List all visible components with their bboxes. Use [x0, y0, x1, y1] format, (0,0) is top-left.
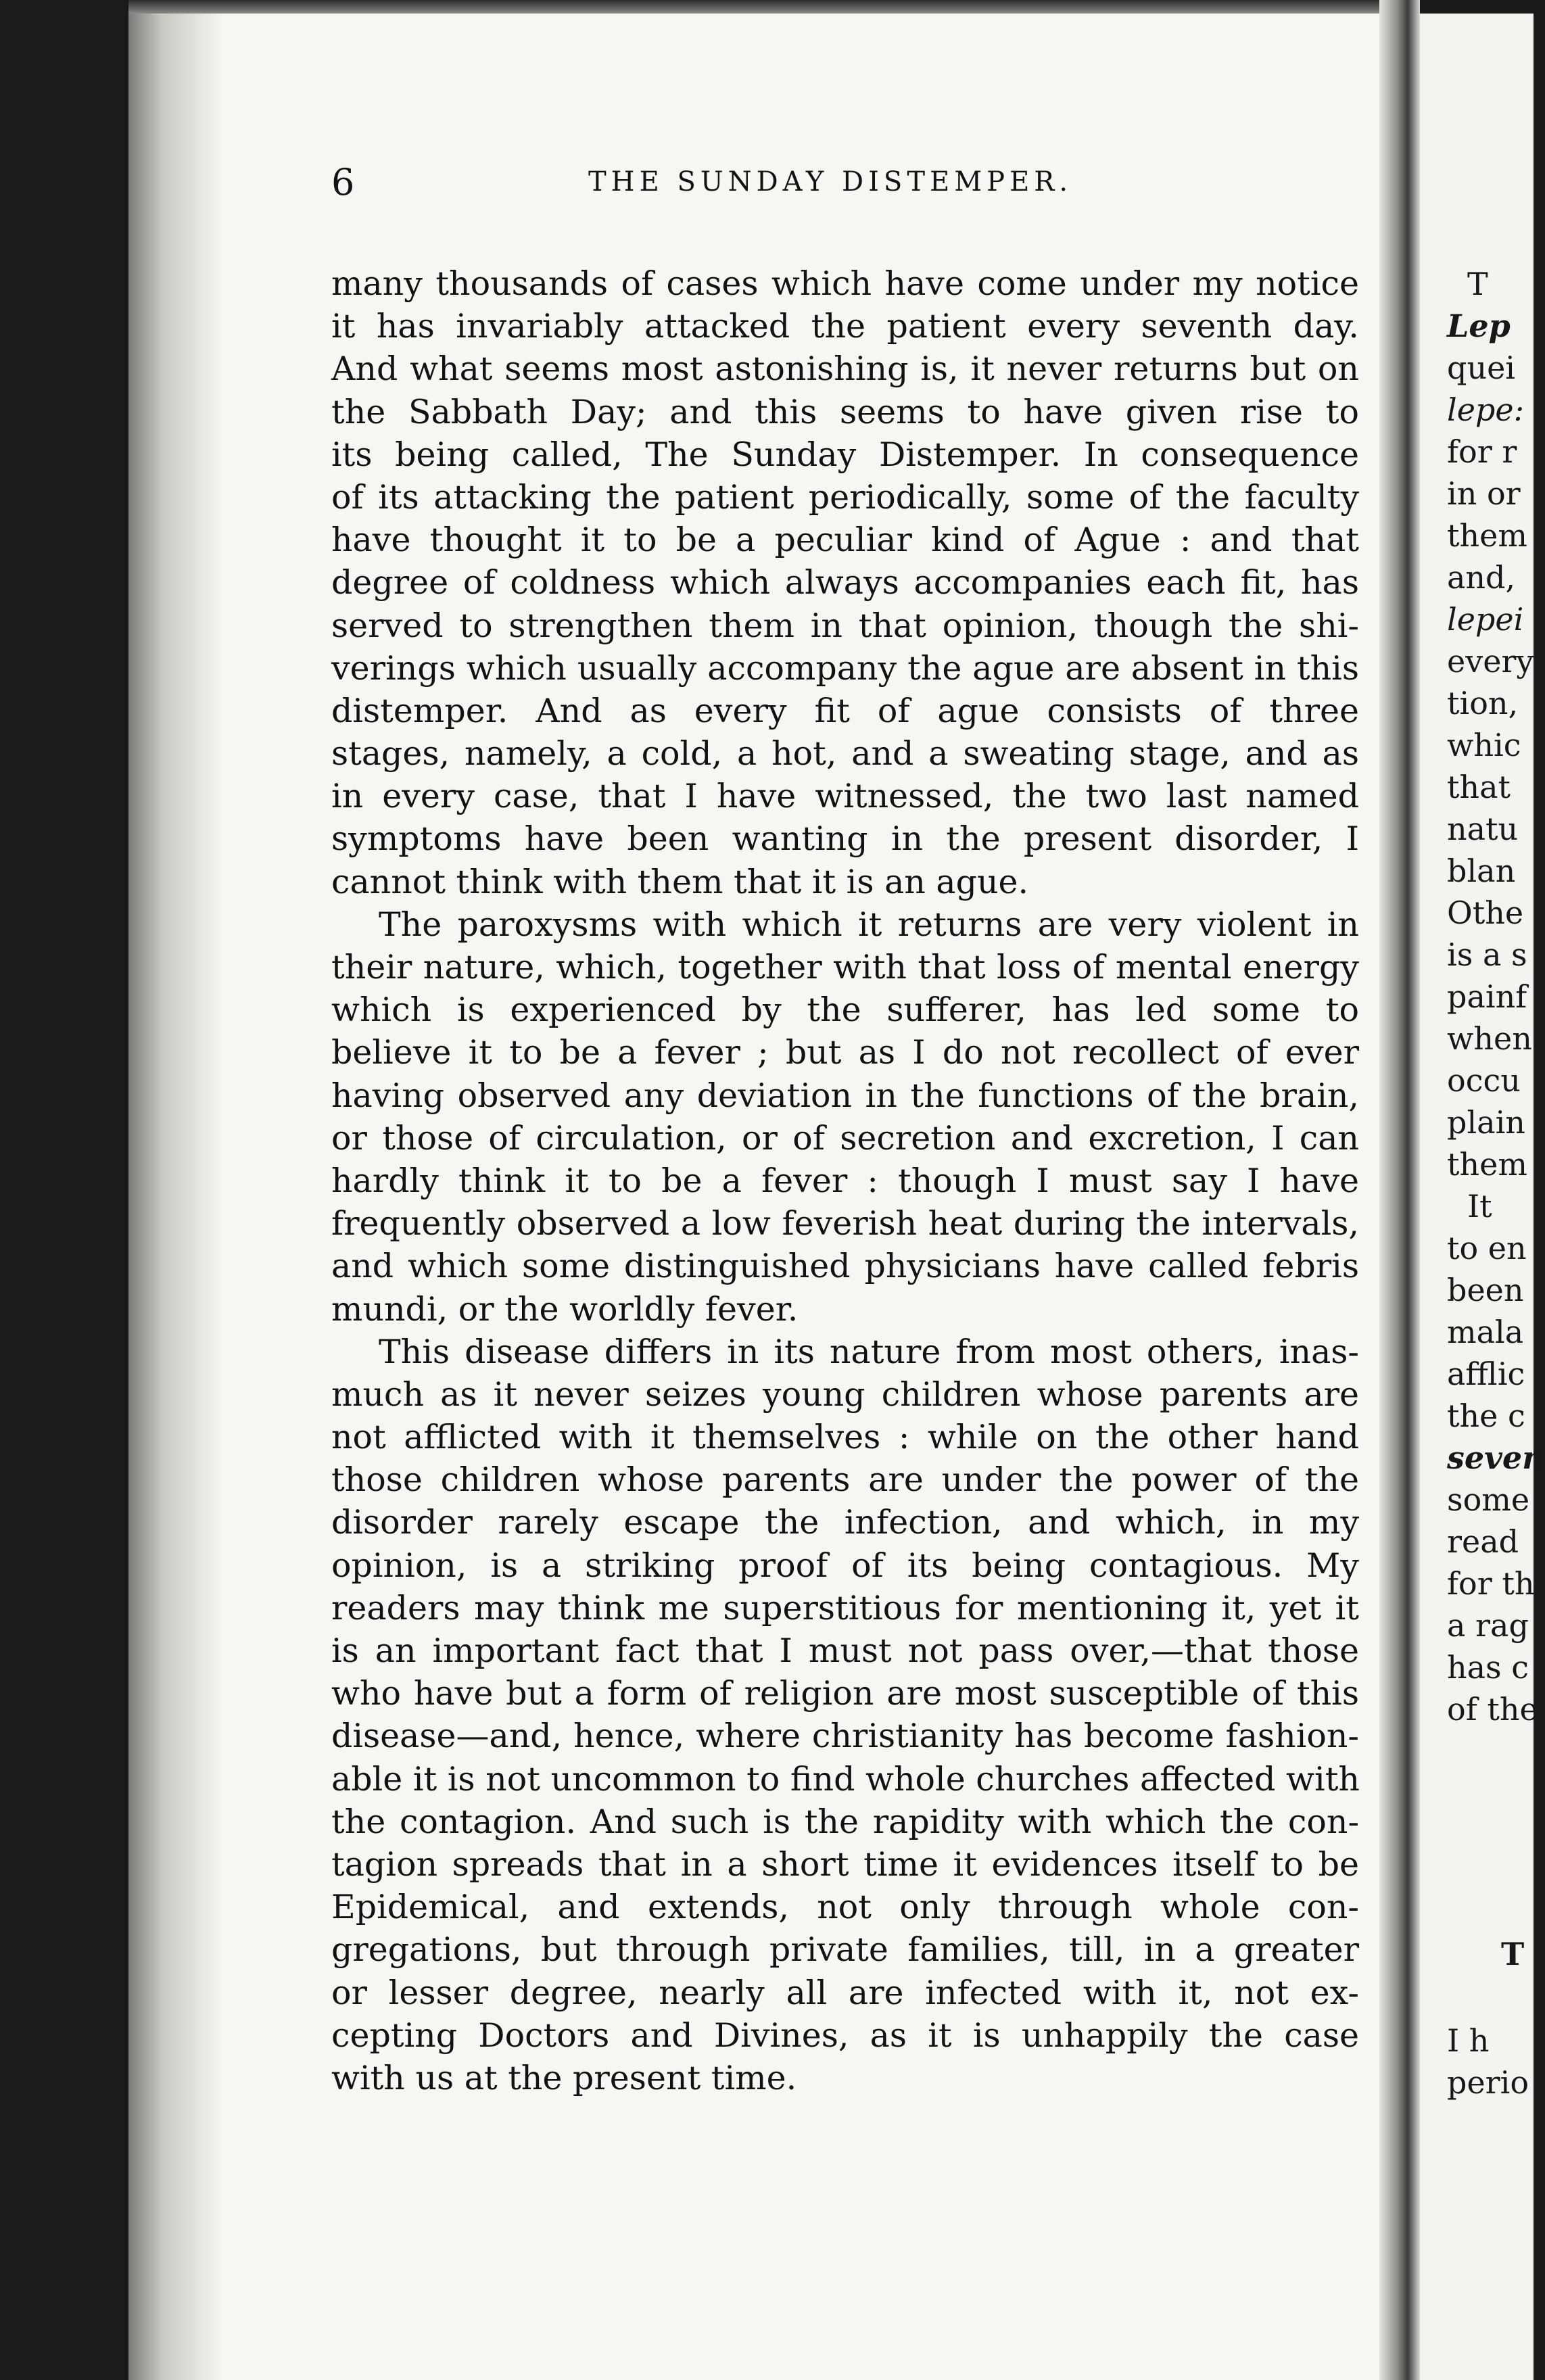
facing-line: and,: [1447, 559, 1516, 596]
text-line: And what seems most astonishing is, it never returns but on: [331, 350, 1359, 389]
text-line: able it is not uncommon to find whole churches affected with: [331, 1759, 1360, 1799]
text-line: is an important fact that I must not pass over,—that those: [331, 1632, 1359, 1670]
text-line: cepting Doctors and Divines, as it is unhappily the case: [331, 2016, 1359, 2055]
running-head: THE SUNDAY DISTEMPER.: [588, 166, 1073, 197]
facing-line: whic: [1447, 727, 1521, 763]
text-line: symptoms have been wanting in the present disorder, I: [331, 819, 1359, 859]
text-line: much as it never seizes young children whose parents are: [331, 1375, 1359, 1414]
text-line: disorder rarely escape the infection, and which, in my: [331, 1503, 1359, 1542]
page-number: 6: [331, 161, 355, 204]
text-line: gregations, but through private families, till, in a greater: [331, 1930, 1359, 1970]
facing-line: Othe: [1447, 895, 1524, 931]
facing-line: is a s: [1447, 936, 1527, 973]
text-line: many thousands of cases which have come under my notice: [331, 264, 1359, 303]
facing-line: I h: [1447, 2022, 1490, 2059]
text-line: cannot think with them that it is an ague.: [331, 862, 1029, 901]
text-line: tagion spreads that in a short time it evidences itself to be: [331, 1844, 1359, 1884]
text-line: it has invariably attacked the patient every seventh day.: [331, 307, 1359, 346]
text-line: or lesser degree, nearly all are infected with it, not ex-: [331, 1973, 1359, 2012]
text-line: readers may think me superstitious for mentioning it, yet it: [331, 1588, 1359, 1627]
facing-line: afflic: [1447, 1356, 1525, 1392]
facing-line: lepei: [1447, 601, 1524, 638]
facing-line: in or: [1447, 475, 1521, 512]
text-line: degree of coldness which always accompanies each fit, has: [331, 563, 1359, 602]
text-line: their nature, which, together with that loss of mental energy: [331, 948, 1359, 986]
facing-line: to en: [1447, 1230, 1527, 1266]
text-line: stages, namely, a cold, a hot, and a sweating stage, and as: [331, 734, 1359, 774]
text-line: have thought it to be a peculiar kind of Ague : and that: [331, 521, 1359, 560]
facing-line: seven: [1447, 1439, 1545, 1476]
text-line: opinion, is a striking proof of its being contagious. My: [331, 1546, 1359, 1585]
facing-line: natu: [1447, 811, 1519, 847]
facing-line: It: [1467, 1188, 1492, 1224]
facing-line: that: [1447, 769, 1511, 805]
facing-line: lepe:: [1447, 391, 1525, 428]
paragraph-3: [331, 1331, 1359, 2099]
facing-line: blan: [1447, 853, 1516, 889]
facing-page-fragment: [1420, 14, 1545, 2380]
text-line: the Sabbath Day; and this seems to have given rise to: [331, 392, 1359, 431]
scanner-edge-left: [0, 0, 122, 2380]
facing-line: been: [1447, 1272, 1524, 1308]
text-line: having observed any deviation in the functions of the brain,: [331, 1076, 1359, 1115]
text-line: its being called, The Sunday Distemper. In consequence: [331, 435, 1359, 474]
facing-line: when: [1447, 1020, 1532, 1057]
facing-line: them: [1447, 1146, 1527, 1183]
text-line: Epidemical, and extends, not only through whole con-: [331, 1888, 1359, 1927]
facing-line: the c: [1447, 1398, 1525, 1434]
facing-line: them: [1447, 517, 1527, 554]
facing-line: has c: [1447, 1649, 1529, 1686]
text-line: verings which usually accompany the ague are absent in this: [331, 648, 1359, 688]
facing-line: of the: [1447, 1691, 1538, 1728]
text-line: hardly think it to be a fever : though I must say I have: [331, 1161, 1359, 1200]
paragraph-2: [331, 903, 1359, 1331]
facing-line: some: [1447, 1481, 1530, 1518]
paragraph-1: [331, 262, 1359, 903]
text-line: those children whose parents are under the power of the: [331, 1460, 1359, 1500]
text-line: the contagion. And such is the rapidity with which the con-: [331, 1802, 1359, 1841]
text-line: which is experienced by the sufferer, has led some to: [331, 991, 1359, 1030]
facing-line: read: [1447, 1523, 1519, 1560]
facing-line: mala: [1447, 1314, 1524, 1350]
body-text: [331, 262, 1359, 2099]
facing-line: every: [1447, 643, 1534, 680]
page-binding-shadow: [128, 14, 223, 2380]
text-line: who have but a form of religion are most susceptible of this: [331, 1674, 1359, 1713]
facing-line: T: [1467, 266, 1488, 302]
text-line: distemper. And as every fit of ague consists of three: [331, 691, 1359, 730]
facing-line: tion,: [1447, 685, 1519, 721]
text-line: and which some distinguished physicians have called febris: [331, 1247, 1359, 1286]
text-line: of its attacking the patient periodically, some of the faculty: [331, 477, 1359, 517]
facing-line: for th: [1447, 1565, 1535, 1602]
facing-line: for r: [1447, 433, 1517, 470]
text-line: or those of circulation, or of secretion and excretion, I can: [331, 1118, 1359, 1158]
facing-line: plain: [1447, 1104, 1525, 1141]
facing-line: quei: [1447, 350, 1516, 386]
text-line: in every case, that I have witnessed, the two last named: [331, 777, 1359, 816]
facing-line: T: [1501, 1936, 1525, 1972]
book-gutter: [1379, 0, 1420, 2380]
text-line: with us at the present time.: [331, 2058, 797, 2097]
facing-line: occu: [1447, 1062, 1521, 1099]
text-line: disease—and, hence, where christianity has become fashion-: [331, 1717, 1359, 1756]
facing-line: Lep: [1447, 308, 1511, 344]
facing-line: a rag: [1447, 1607, 1529, 1644]
text-line: The paroxysms with which it returns are very violent in: [379, 905, 1359, 944]
text-line: served to strengthen them in that opinion, though the shi-: [331, 606, 1359, 645]
text-line: not afflicted with it themselves : while on the other hand: [331, 1418, 1359, 1457]
text-line: mundi, or the worldly fever.: [331, 1289, 799, 1329]
text-line: believe it to be a fever ; but as I do not recollect of ever: [331, 1033, 1359, 1072]
text-line: This disease differs in its nature from most others, inas-: [379, 1332, 1359, 1371]
facing-line: painf: [1447, 978, 1527, 1015]
facing-line: perio: [1447, 2064, 1529, 2101]
text-line: frequently observed a low feverish heat during the intervals,: [331, 1204, 1359, 1243]
